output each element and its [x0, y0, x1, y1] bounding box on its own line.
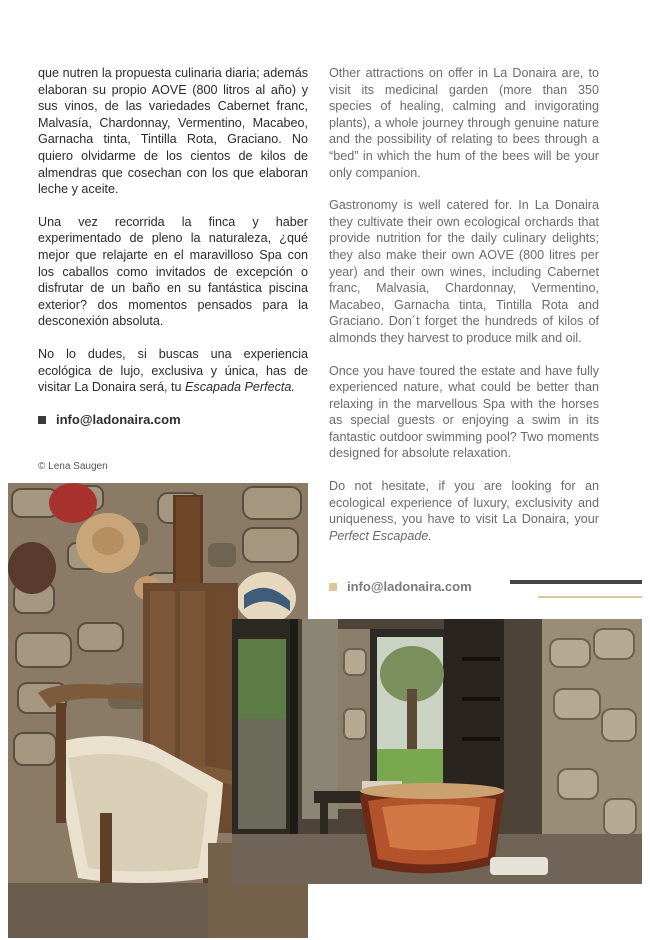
- closing-paragraph: [329, 478, 599, 544]
- paragraph: Una vez recorrida la finca y haber experimentado de pleno la naturaleza, ¿qué mejor que relajarte en el maravilloso Spa con los caballos como invitados de excepción o disfrutar de un baño en su fantástica piscina exterior? dos momentos pensados para la desconexión absoluta.: [38, 214, 308, 329]
- photo-copper-bathtub-room: [232, 619, 642, 884]
- paragraph: Gastronomy is well catered for. In La Donaira they cultivate their own ecological orchards that provide nutrition for the daily culinary delights; they also make their own AOVE (800 litres per year) and their own wines, including Cabernet franc, Malvasia, Chardonnay, Vermentino, Macabeo, Garnacha tinta, Tintilla Rota and Graciano. Don´t forget the hundreds of kilos of almonds they harvest to produce milk and oil.: [329, 198, 599, 345]
- paragraph: que nutren la propuesta culinaria diaria; además elaboran su propio AOVE (800 litros al año) y sus vinos, de las variedades Cabernet franc, Malvasía, Chardonnay, Vermentino, Macabeo, Garnacha tinta, Tintilla Rota, Graciano. No quiero olvidarme de los cientos de kilos de almendras que cosechan con los que elaboran leche y aceite.: [38, 66, 308, 197]
- closing-text: Do not hesitate, if you are looking for an ecological experience of luxury, exclusivity and uniqueness, you have to visit La Donaira, your: [329, 479, 599, 527]
- email-link-spanish[interactable]: [38, 412, 181, 427]
- closing-emphasis: Escapada Perfecta.: [185, 380, 295, 395]
- email-text: info@ladonaira.com: [56, 412, 181, 427]
- square-bullet-icon: [329, 583, 337, 591]
- square-bullet-icon: [38, 416, 46, 424]
- closing-paragraph: [38, 346, 308, 396]
- paragraph: Other attractions on offer in La Donaira are, to visit its medicinal garden (more than 350 species of healing, calming and invigorating plants), a whole journey through genuine nature and the possibility of relating to bees through a “bed” in which the hum of the bees will be your only companion.: [329, 66, 599, 180]
- closing-text: No lo dudes, si buscas una experiencia ecológica de lujo, exclusiva y única, has de visitar La Donaira será, tu: [38, 346, 308, 395]
- decorative-line: [510, 580, 642, 584]
- email-link-english[interactable]: [329, 579, 472, 594]
- closing-emphasis: Perfect Escapade.: [329, 528, 432, 543]
- spanish-article-column: [38, 65, 308, 412]
- english-article-column: [329, 65, 599, 560]
- email-text: info@ladonaira.com: [347, 579, 472, 594]
- photo-credit: © Lena Saugen: [38, 461, 108, 472]
- decorative-line: [538, 596, 642, 598]
- paragraph: Once you have toured the estate and have fully experienced nature, what could be better than relaxing in the marvellous Spa with the horses as special guests or enjoying a swim in its fantastic outdoor swimming pool? Two moments designed for absolute relaxation.: [329, 363, 599, 461]
